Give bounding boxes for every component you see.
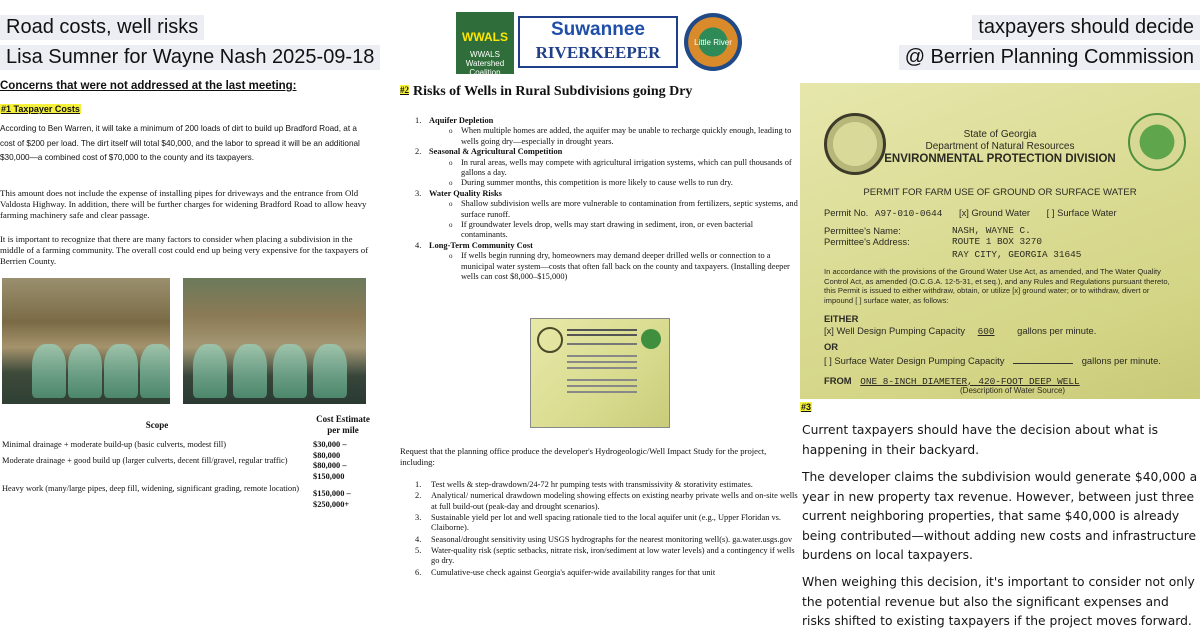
logo-group <box>456 12 744 77</box>
risk-item: o When multiple homes are added, the aquifer may be unable to recharge quickly enough, leading to wells going dry—especially in drought years. <box>415 126 799 147</box>
little-river-logo <box>684 13 742 71</box>
tax-revenue-paragraph: The developer claims the subdivision would generate $40,000 a year in new property tax revenue. However, between just three current neighboring properties, that same $40,000 is already being contributed—without adding new costs and infrastructure burdens on local taxpayers. <box>802 470 1198 563</box>
well-risks-label: #2 <box>400 85 409 95</box>
study-item[interactable]: 4. Seasonal/drought sensitivity using USGS hydrographs for the nearest monitoring well(s). ga.water.usgs.gov <box>415 534 793 544</box>
permit-division: ENVIRONMENTAL PROTECTION DIVISION <box>884 153 1116 165</box>
header-right-subtitle: @ Berrien Planning Commission <box>899 45 1200 70</box>
header-right-title: taxpayers should decide <box>972 15 1200 40</box>
permit-title: PERMIT FOR FARM USE OF GROUND OR SURFACE WATER <box>863 187 1137 198</box>
permittee-address-line-2: RAY CITY, GEORGIA 31645 <box>952 249 1082 260</box>
risk-heading: 2. Seasonal & Agricultural Competition <box>415 147 563 157</box>
taxpayer-decision-panel <box>800 78 1200 630</box>
header-left-subtitle: Lisa Sumner for Wayne Nash 2025-09-18 <box>0 45 380 70</box>
risk-heading: 3. Water Quality Risks <box>415 188 502 198</box>
taxpayer-costs-label: #1 Taxpayer Costs <box>1 104 80 114</box>
permit-water-source-caption: (Description of Water Source) <box>960 386 1066 395</box>
riverkeeper-logo-line2: RIVERKEEPER <box>535 43 661 62</box>
taxpayer-costs-panel <box>0 78 372 630</box>
permit-surface-capacity: [ ] Surface Water Design Pumping Capacity gallons per minute. <box>824 355 1161 366</box>
table-cell-cost: $80,000 – $150,000 <box>313 461 347 481</box>
table-cell-scope: Heavy work (many/large pipes, deep fill, widening, significant grading, remote location) <box>2 484 300 493</box>
risk-item: o If wells begin running dry, homeowners may demand deeper drilled wells or connection to a municipal water system—costs that often fall back on the county and taxpayers. (Installing deeper wells can cost $8,000–$15,000) <box>415 251 799 282</box>
permit-body-text: In accordance with the provisions of the Ground Water Use Act, as amended, and The Water Quality Control Act, as amended (O.C.G.A. 12-5-31, et seq.), and any Rules and Regulations pursuant thereto, this Permit is issued to either withdraw, obtain, or utilize [x] ground water; or to withdraw, divert or impound [ ] surface water, as follows: <box>824 267 1170 305</box>
risk-item: o During summer months, this competition is more likely to cause wells to run dry. <box>415 178 799 188</box>
table-cell-scope: Minimal drainage + moderate build-up (basic culverts, modest fill) <box>2 440 227 449</box>
wwals-logo-small: WWALS Watershed Coalition <box>465 50 505 77</box>
risk-item: o If groundwater levels drop, wells may start drawing in sediment, iron, or even bacterial contaminants. <box>415 220 799 241</box>
study-item: 3. Sustainable yield per lot and well spacing rationale tied to the local aquifer unit (e.g., Upper Floridan vs. Claiborne). <box>415 512 782 533</box>
study-item: 2. Analytical/ numerical drawdown modeling showing effects on existing nearby private wells and on-site wells at full build-out (peak-day and drought scenarios). <box>415 491 798 511</box>
permittee-name-line: Permittee's Name: NASH, WAYNE C. <box>824 225 1031 236</box>
risk-item: o In rural areas, wells may compete with agricultural irrigation systems, which can pull thousands of gallons a day. <box>415 158 799 179</box>
factors-paragraph: It is important to recognize that there are many factors to consider when placing a subdivision in the middle of a farming community. The overall cost could end up being very expensive for the taxpayers of Berrien County. <box>0 234 369 266</box>
little-river-logo-text: Little River <box>694 37 732 47</box>
permit-number-line: Permit No. A97-010-0644 [x] Ground Water [ ] Surface Water <box>824 207 1117 219</box>
weighing-paragraph: When weighing this decision, it's important to consider not only the potential revenue but also the significant expenses and risks shifted to existing taxpayers if the project moves forward. <box>802 575 1195 629</box>
risk-list <box>415 116 799 283</box>
road-photo-2 <box>183 278 366 404</box>
georgia-seal-icon <box>537 327 563 353</box>
permit-or: OR <box>824 341 839 352</box>
dirt-cost-paragraph: According to Ben Warren, it will take a minimum of 200 loads of dirt to build up Bradford Road, at a cost of $200 per load. The dirt itself will total $40,000, and the labor to spread it will be an additional $30,000—a combined cost of $70,000 to the county and its taxpayers. <box>0 124 360 162</box>
table-header-scope: Scope <box>145 420 169 430</box>
riverkeeper-logo <box>518 16 678 68</box>
study-list <box>415 480 799 579</box>
table-cell-scope: Moderate drainage + good build up (larger culverts, decent fill/gravel, regular traffic) <box>2 456 288 465</box>
concerns-heading: Concerns that were not addressed at the last meeting: <box>0 80 297 92</box>
riverkeeper-logo-line1: Suwannee <box>551 19 645 40</box>
wwals-logo <box>456 12 514 77</box>
taxpayer-decision-label: #3 <box>801 402 812 412</box>
table-header-cost: Cost Estimate per mile <box>316 414 370 435</box>
pipes-cost-paragraph: This amount does not include the expense of installing pipes for driveways and the entrance from Old Valdosta Highway. In addition, there will be further charges for widening Bradford Road to allow heavy farming machinery safe and clear passage. <box>0 188 367 220</box>
permit-thumbnail <box>530 318 670 428</box>
decision-paragraph: Current taxpayers should have the decision about what is happening in their backyard. <box>802 423 1159 457</box>
road-photo-1 <box>2 278 170 404</box>
risk-heading: 4. Long-Term Community Cost <box>415 240 533 250</box>
table-cell-cost: $150,000 – $250,000+ <box>313 489 351 509</box>
permit-either: EITHER <box>824 313 859 324</box>
table-cell-cost: $30,000 – $80,000 <box>313 440 347 460</box>
study-request: Request that the planning office produce the developer's Hydrogeologic/Well Impact Study for the project, including: <box>400 446 767 467</box>
study-item: 6. Cumulative-use check against Georgia's aquifer-wide availability ranges for that unit <box>415 567 716 577</box>
risk-item: o Shallow subdivision wells are more vulnerable to contamination from fertilizers, septic systems, and surface runoff. <box>415 199 799 220</box>
wwals-logo-text: WWALS <box>462 30 508 44</box>
permit-water-source: FROM ONE 8-INCH DIAMETER, 420-FOOT DEEP WELL <box>824 375 1080 387</box>
permit-dept: Department of Natural Resources <box>925 141 1075 152</box>
study-item: 1. Test wells & step-drawdown/24-72 hr pumping tests with transmissivity & storativity estimates. <box>415 480 753 489</box>
well-risks-panel <box>400 78 800 630</box>
study-item: 5. Water-quality risk (septic setbacks, nitrate risk, iron/sediment at low water levels) and a contingency if wells go dry. <box>415 545 795 566</box>
header-left-title: Road costs, well risks <box>0 15 204 40</box>
permit-state: State of Georgia <box>963 129 1037 140</box>
epd-cross-icon <box>641 329 661 349</box>
well-risks-title <box>400 84 692 100</box>
well-risks-title-text: Risks of Wells in Rural Subdivisions going Dry <box>413 84 693 99</box>
farm-water-permit <box>800 83 1200 399</box>
risk-heading: 1. Aquifer Depletion <box>415 116 494 125</box>
permit-well-capacity: [x] Well Design Pumping Capacity 600 gallons per minute. <box>824 325 1097 337</box>
permittee-address-line: Permittee's Address: ROUTE 1 BOX 3270 <box>824 236 1043 247</box>
